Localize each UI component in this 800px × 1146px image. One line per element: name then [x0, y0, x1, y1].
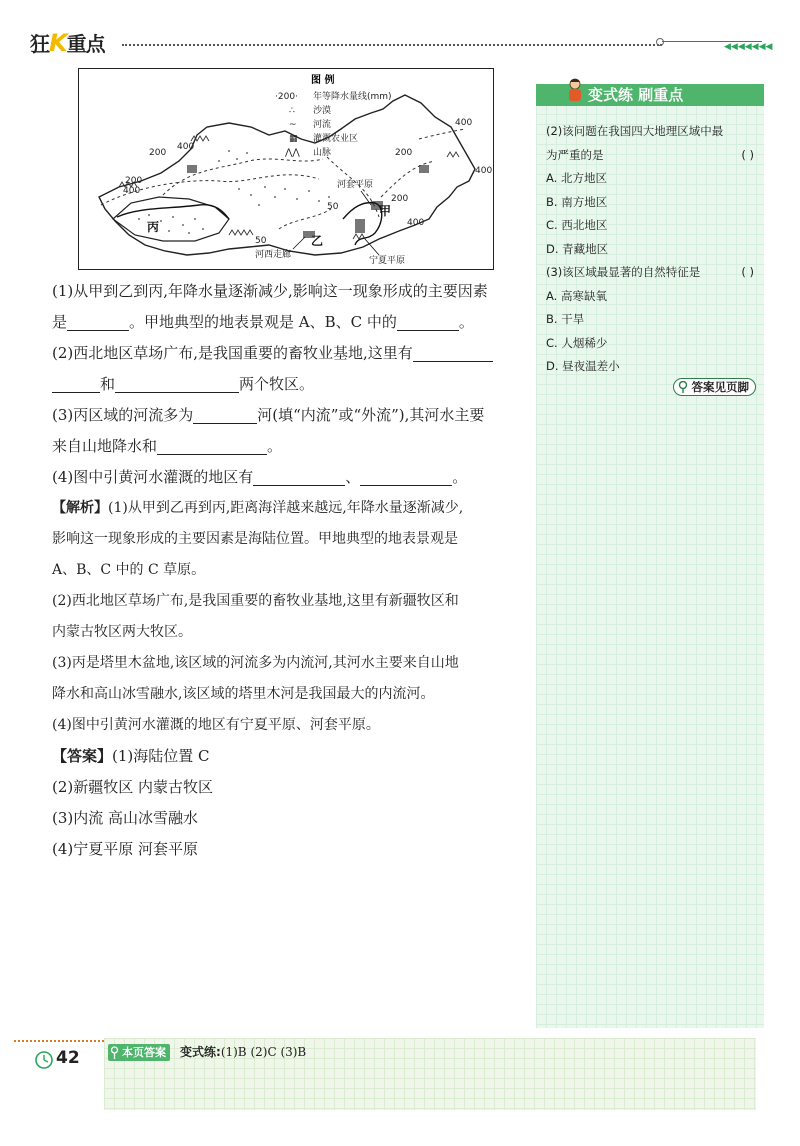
svg-text:河西走廊: 河西走廊: [255, 250, 292, 260]
answer-label: 【答案】: [52, 747, 113, 765]
analysis-label: 【解析】: [52, 500, 108, 516]
svg-text:50: 50: [327, 202, 339, 212]
isohyet-labels: [123, 118, 492, 246]
isohyet-lines: [101, 129, 465, 229]
northwest-map: [78, 68, 494, 270]
clock-icon: [34, 1050, 54, 1070]
svg-text:▦: ▦: [289, 134, 298, 144]
see-answer-button[interactable]: 答案见页脚: [673, 378, 757, 396]
desert-areas: [138, 150, 330, 234]
svg-text:年等降水量线(mm): 年等降水量线(mm): [313, 92, 392, 102]
svg-text:50: 50: [255, 236, 267, 246]
answer-blank[interactable]: [115, 373, 239, 393]
svg-text:200: 200: [149, 148, 167, 158]
svg-text:400: 400: [177, 142, 195, 152]
option[interactable]: A. 北方地区: [546, 171, 607, 185]
svg-text:⋀⋀: ⋀⋀: [285, 148, 300, 158]
option[interactable]: B. 南方地区: [546, 194, 608, 209]
svg-text:∴: ∴: [289, 106, 295, 116]
practice-panel: [536, 84, 764, 1028]
pin-icon: [678, 381, 688, 393]
page-answers-bar: [104, 1038, 756, 1110]
svg-text:沙漠: 沙漠: [313, 106, 332, 116]
answer-blank[interactable]: [253, 466, 345, 486]
option[interactable]: C. 人烟稀少: [546, 335, 608, 350]
page-header: [30, 28, 773, 58]
svg-text:200: 200: [391, 194, 409, 204]
question-1: (1)从甲到乙到丙,年降水量逐渐减少,影响这一现象形成的主要因素 是 。甲地典型的地表景观是 A、B、C 中的 。: [52, 282, 488, 331]
book-logo: 狂K重点: [30, 29, 105, 57]
svg-text:200: 200: [125, 176, 143, 186]
legend-title: 图 例: [311, 75, 335, 86]
option[interactable]: A. 高寒缺氧: [546, 288, 607, 303]
question-3: (3)丙区域的河流多为 河(填“内流”或“外流”),其河水主要 来自山地降水和 。: [52, 406, 485, 455]
practice-panel-header: 变式练 刷重点: [536, 84, 764, 106]
answer-blank[interactable]: [360, 466, 452, 486]
region-jia: 甲: [379, 204, 392, 218]
option[interactable]: D. 青藏地区: [546, 241, 609, 256]
header-arrows-icon: ◀◀◀◀◀◀◀: [724, 42, 773, 52]
answer-blank[interactable]: [193, 404, 257, 424]
region-yi: 乙: [311, 234, 324, 248]
svg-text:400: 400: [475, 166, 492, 176]
option[interactable]: B. 干旱: [546, 312, 585, 326]
question-4: (4)图中引黄河水灌溉的地区有 、 。: [52, 468, 468, 486]
analysis-section: 【解析】(1)从甲到乙再到丙,距离海洋越来越远,年降水量逐渐减少, 影响这一现象形成的主要因素是海陆位置。甲地典型的地表景观是 A、B、C 中的 C 草原。 (2)西北地区草场广布,是我国重要的畜牧业基地,这里有新疆牧区和 内蒙古牧区两大牧区。 (3)丙是塔里木盆地,该区域的河流多为内流河,其河水主要来自山地 降水和高山冰雪融水,该区域的塔里木河是我国最大的内流河。 (4)图中引黄河水灌溉的地区有宁夏平原、河套平原。: [52, 500, 464, 733]
svg-text:400: 400: [407, 218, 425, 228]
map-svg: [79, 69, 492, 268]
answer-blank[interactable]: [413, 342, 493, 362]
answer-blank[interactable]: [397, 311, 459, 331]
page-number-badge: [34, 1048, 84, 1070]
question-2: (2)西北地区草场广布,是我国重要的畜牧业基地,这里有 和 两个牧区。: [52, 338, 524, 400]
header-dotted-rule: [122, 44, 662, 46]
student-icon: [566, 78, 584, 104]
map-legend: [275, 90, 392, 158]
question-block: [52, 276, 524, 865]
footer-dotted-rule: [14, 1040, 104, 1042]
svg-text:200: 200: [395, 148, 413, 158]
page-answers-tag: 本页答案: [108, 1044, 170, 1061]
svg-text:400: 400: [123, 186, 141, 196]
svg-text:400: 400: [455, 118, 473, 128]
region-bing: 丙: [147, 220, 160, 234]
place-labels: [255, 178, 405, 266]
page-answers-text: 变式练:(1)B (2)C (3)B: [180, 1045, 307, 1059]
svg-text:灌溉农业区: 灌溉农业区: [313, 134, 359, 144]
answer-blank[interactable]: [67, 311, 129, 331]
option[interactable]: D. 昼夜温差小: [546, 359, 620, 373]
answer-blank[interactable]: [52, 373, 100, 393]
option[interactable]: C. 西北地区: [546, 218, 608, 232]
svg-text:宁夏平原: 宁夏平原: [369, 256, 406, 266]
svg-text:~: ~: [289, 120, 297, 130]
tarim-basin: [113, 197, 229, 241]
svg-text:山脉: 山脉: [313, 148, 332, 158]
svg-text:河流: 河流: [313, 120, 332, 130]
svg-text:·200·: ·200·: [275, 92, 298, 102]
page-number: 42: [56, 1048, 80, 1068]
svg-text:河套平原: 河套平原: [337, 180, 374, 190]
practice-questions: (2)该问题在我国四大地理区域中最 为严重的是 ( ) A. 北方地区 B. 南方地区 C. 西北地区 D. 青藏地区 (3)该区域最显著的自然特征是 ( ) A. 高寒缺氧 B. 干旱 C. 人烟稀少 D. 昼夜温差小: [546, 120, 756, 379]
answer-section: 【答案】(1)海陆位置 C (2)新疆牧区 内蒙古牧区 (3)内流 高山冰雪融水 (4)宁夏平原 河套平原: [52, 747, 214, 858]
answer-blank[interactable]: [157, 435, 267, 455]
key-icon: [110, 1046, 119, 1059]
